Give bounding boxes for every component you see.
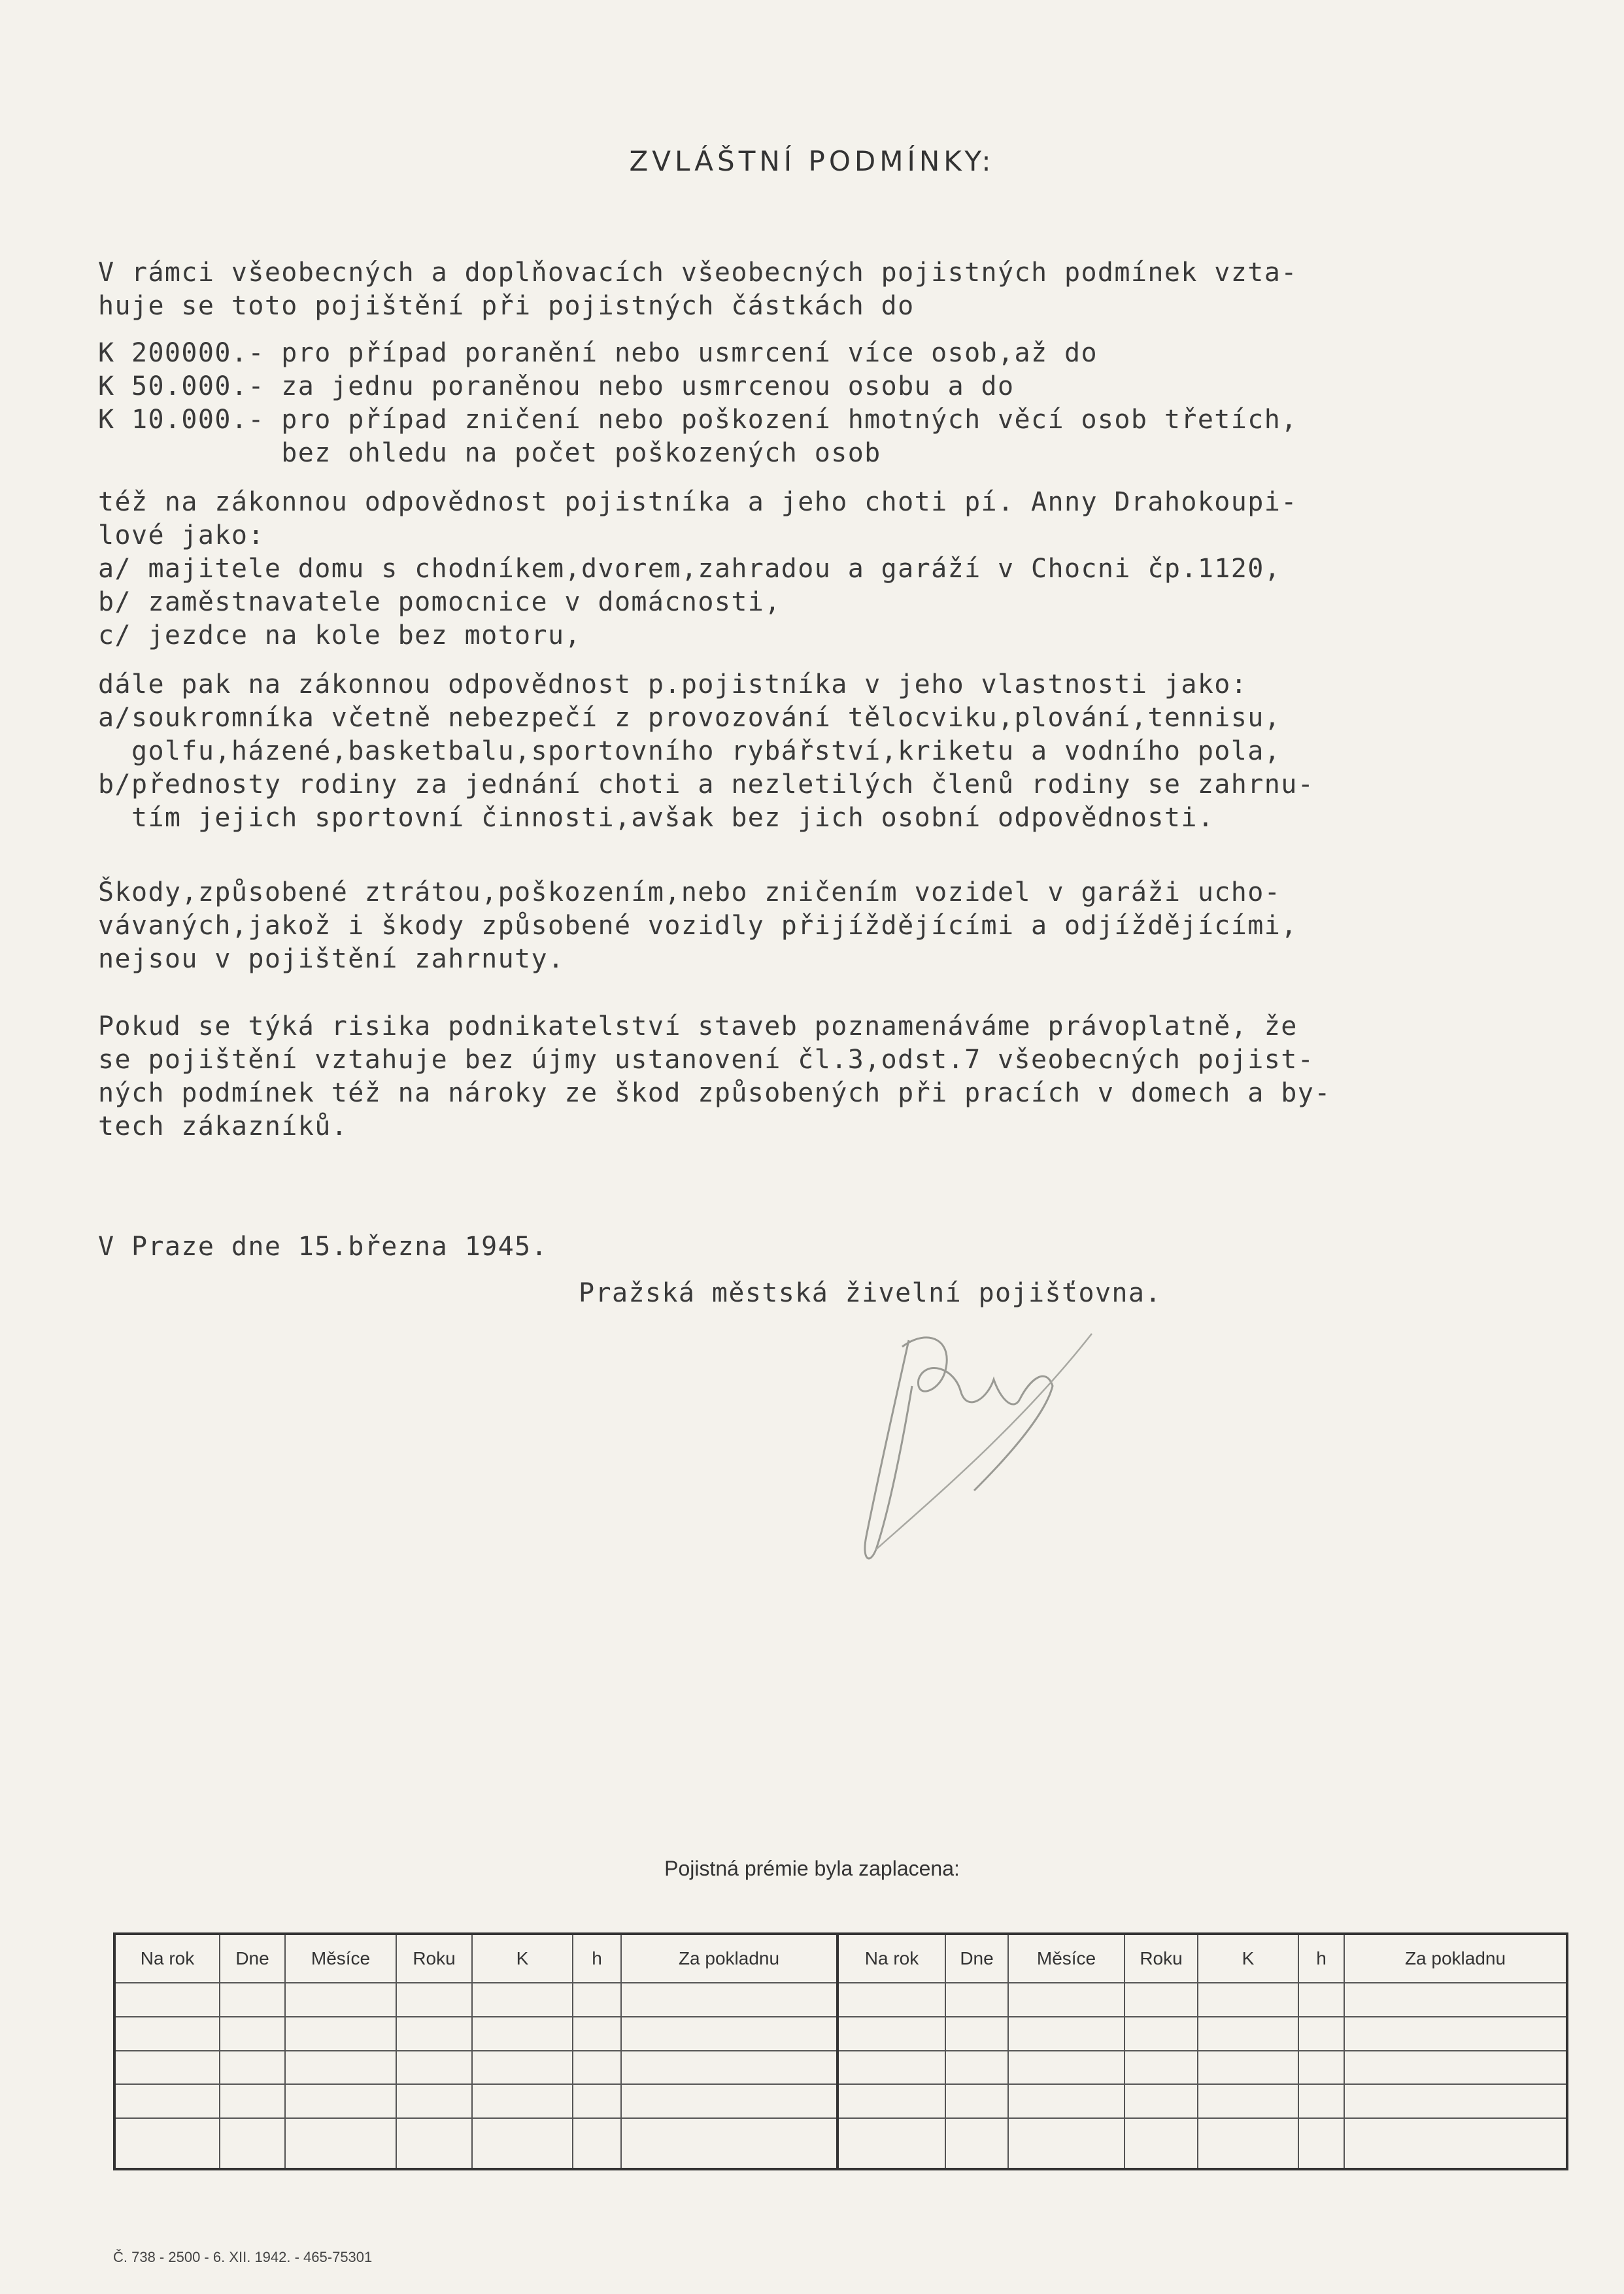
table-cell bbox=[1125, 2084, 1198, 2118]
table-cell bbox=[573, 1983, 621, 2017]
text-line: K 50.000.- za jednu poraněnou nebo usmrcenou osobu a do bbox=[98, 371, 1015, 401]
table-cell bbox=[472, 2118, 573, 2169]
column-header: K bbox=[472, 1934, 573, 1983]
table-cell bbox=[945, 2084, 1008, 2118]
table-cell bbox=[1344, 2118, 1567, 2169]
column-header: h bbox=[573, 1934, 621, 1983]
table-cell bbox=[1008, 2118, 1125, 2169]
table-row bbox=[114, 2118, 1567, 2169]
table-cell bbox=[472, 2017, 573, 2051]
table-cell bbox=[621, 2017, 837, 2051]
table-cell bbox=[1198, 2017, 1298, 2051]
table-cell bbox=[472, 2051, 573, 2085]
column-header: Měsíce bbox=[1008, 1934, 1125, 1983]
table-cell bbox=[396, 2084, 472, 2118]
column-header: Za pokladnu bbox=[1344, 1934, 1567, 1983]
table-cell bbox=[114, 2084, 220, 2118]
table-cell bbox=[220, 2017, 285, 2051]
table-row bbox=[114, 2017, 1567, 2051]
table-cell bbox=[220, 2051, 285, 2085]
liability-paragraph-2 bbox=[98, 668, 1563, 835]
table-cell bbox=[1344, 2017, 1567, 2051]
table-cell bbox=[1198, 2118, 1298, 2169]
table-cell bbox=[1008, 1983, 1125, 2017]
table-cell bbox=[1125, 2017, 1198, 2051]
table-cell bbox=[396, 2017, 472, 2051]
table-cell bbox=[1125, 2051, 1198, 2085]
table-cell bbox=[945, 2017, 1008, 2051]
table-cell bbox=[573, 2017, 621, 2051]
table-cell bbox=[1298, 1983, 1344, 2017]
limits-list bbox=[98, 337, 1563, 470]
damages-paragraph bbox=[98, 876, 1563, 976]
text-line: golfu,házené,basketbalu,sportovního rybářství,kriketu a vodního pola, bbox=[98, 736, 1281, 766]
table-cell bbox=[396, 2051, 472, 2085]
column-header: Na rok bbox=[114, 1934, 220, 1983]
premium-heading: Pojistná prémie byla zaplacena: bbox=[664, 1857, 960, 1880]
table-cell bbox=[1125, 1983, 1198, 2017]
text-line: nejsou v pojištění zahrnuty. bbox=[98, 944, 565, 974]
table-cell bbox=[837, 2017, 945, 2051]
text-line: a/ majitele domu s chodníkem,dvorem,zahradou a garáží v Chocni čp.1120, bbox=[98, 554, 1281, 584]
risk-paragraph bbox=[98, 1010, 1563, 1143]
table-cell bbox=[114, 2118, 220, 2169]
insurer-name: Pražská městská živelní pojišťovna. bbox=[579, 1278, 1162, 1308]
place-date: V Praze dne 15.března 1945. bbox=[98, 1232, 549, 1262]
text-line: vávaných,jakož i škody způsobené vozidly přijíždějícími a odjíždějícími, bbox=[98, 911, 1298, 941]
text-line: huje se toto pojištění při pojistných částkách do bbox=[98, 291, 915, 321]
table-cell bbox=[837, 2084, 945, 2118]
table-cell bbox=[945, 2118, 1008, 2169]
table-cell bbox=[945, 2051, 1008, 2085]
text-line: bez ohledu na počet poškozených osob bbox=[98, 438, 881, 468]
table-cell bbox=[1298, 2118, 1344, 2169]
premium-payment-table bbox=[113, 1932, 1568, 2170]
column-header: Za pokladnu bbox=[621, 1934, 837, 1983]
table-cell bbox=[285, 1983, 396, 2017]
table-cell bbox=[1344, 2051, 1567, 2085]
table-cell bbox=[396, 1983, 472, 2017]
table-cell bbox=[573, 2084, 621, 2118]
table-cell bbox=[573, 2051, 621, 2085]
table-cell bbox=[220, 1983, 285, 2017]
text-line: b/ zaměstnavatele pomocnice v domácnosti, bbox=[98, 587, 781, 617]
text-line: tím jejich sportovní činnosti,avšak bez jich osobní odpovědnosti. bbox=[98, 803, 1215, 833]
column-header: Dne bbox=[220, 1934, 285, 1983]
text-line: tech zákazníků. bbox=[98, 1111, 348, 1141]
table-cell bbox=[573, 2118, 621, 2169]
handwritten-signature bbox=[804, 1301, 1118, 1576]
text-line: V rámci všeobecných a doplňovacích všeobecných pojistných podmínek vzta- bbox=[98, 258, 1298, 288]
table-cell bbox=[621, 1983, 837, 2017]
text-line: K 200000.- pro případ poranění nebo usmrcení více osob,až do bbox=[98, 338, 1098, 368]
premium-table-body bbox=[114, 1983, 1567, 2169]
table-cell bbox=[621, 2051, 837, 2085]
text-line: K 10.000.- pro případ zničení nebo poškození hmotných věcí osob třetích, bbox=[98, 405, 1298, 435]
table-cell bbox=[220, 2118, 285, 2169]
table-cell bbox=[621, 2084, 837, 2118]
table-cell bbox=[1008, 2051, 1125, 2085]
intro-paragraph bbox=[98, 256, 1563, 323]
table-cell bbox=[472, 1983, 573, 2017]
table-cell bbox=[1298, 2017, 1344, 2051]
table-cell bbox=[621, 2118, 837, 2169]
text-line: a/soukromníka včetně nebezpečí z provozování tělocviku,plování,tennisu, bbox=[98, 703, 1281, 733]
table-cell bbox=[837, 1983, 945, 2017]
table-cell bbox=[285, 2017, 396, 2051]
table-cell bbox=[114, 2051, 220, 2085]
table-cell bbox=[114, 2017, 220, 2051]
table-cell bbox=[1298, 2084, 1344, 2118]
column-header: Roku bbox=[1125, 1934, 1198, 1983]
text-line: c/ jezdce na kole bez motoru, bbox=[98, 620, 581, 650]
column-header: K bbox=[1198, 1934, 1298, 1983]
text-line: se pojištění vztahuje bez újmy ustanovení čl.3,odst.7 všeobecných pojist- bbox=[98, 1045, 1315, 1075]
column-header: Na rok bbox=[837, 1934, 945, 1983]
table-cell bbox=[1198, 2051, 1298, 2085]
table-cell bbox=[1198, 1983, 1298, 2017]
table-cell bbox=[1008, 2017, 1125, 2051]
table-cell bbox=[1125, 2118, 1198, 2169]
column-header: Dne bbox=[945, 1934, 1008, 1983]
text-line: b/přednosty rodiny za jednání choti a nezletilých členů rodiny se zahrnu- bbox=[98, 769, 1315, 800]
table-cell bbox=[285, 2118, 396, 2169]
document-heading: ZVLÁŠTNÍ PODMÍNKY: bbox=[629, 145, 995, 177]
table-cell bbox=[1008, 2084, 1125, 2118]
column-header: Měsíce bbox=[285, 1934, 396, 1983]
table-cell bbox=[837, 2051, 945, 2085]
table-cell bbox=[1344, 1983, 1567, 2017]
text-line: Škody,způsobené ztrátou,poškozením,nebo zničením vozidel v garáži ucho- bbox=[98, 877, 1281, 907]
text-line: dále pak na zákonnou odpovědnost p.pojistníka v jeho vlastnosti jako: bbox=[98, 669, 1248, 700]
table-cell bbox=[220, 2084, 285, 2118]
print-footer: Č. 738 - 2500 - 6. XII. 1942. - 465-75301 bbox=[113, 2249, 373, 2265]
text-line: též na zákonnou odpovědnost pojistníka a jeho choti pí. Anny Drahokoupi- bbox=[98, 487, 1298, 517]
table-cell bbox=[472, 2084, 573, 2118]
table-cell bbox=[285, 2051, 396, 2085]
table-row bbox=[114, 1983, 1567, 2017]
column-header: Roku bbox=[396, 1934, 472, 1983]
table-cell bbox=[396, 2118, 472, 2169]
table-cell bbox=[285, 2084, 396, 2118]
text-line: Pokud se týká risika podnikatelství staveb poznamenáváme právoplatně, že bbox=[98, 1011, 1298, 1041]
premium-header-row bbox=[114, 1934, 1567, 1983]
table-row bbox=[114, 2051, 1567, 2085]
table-cell bbox=[1298, 2051, 1344, 2085]
text-line: lové jako: bbox=[98, 520, 265, 550]
table-cell bbox=[1344, 2084, 1567, 2118]
table-row bbox=[114, 2084, 1567, 2118]
table-cell bbox=[114, 1983, 220, 2017]
table-cell bbox=[1198, 2084, 1298, 2118]
table-cell bbox=[837, 2118, 945, 2169]
table-cell bbox=[945, 1983, 1008, 2017]
column-header: h bbox=[1298, 1934, 1344, 1983]
text-line: ných podmínek též na nároky ze škod způsobených při pracích v domech a by- bbox=[98, 1078, 1331, 1108]
liability-paragraph-1 bbox=[98, 486, 1563, 652]
